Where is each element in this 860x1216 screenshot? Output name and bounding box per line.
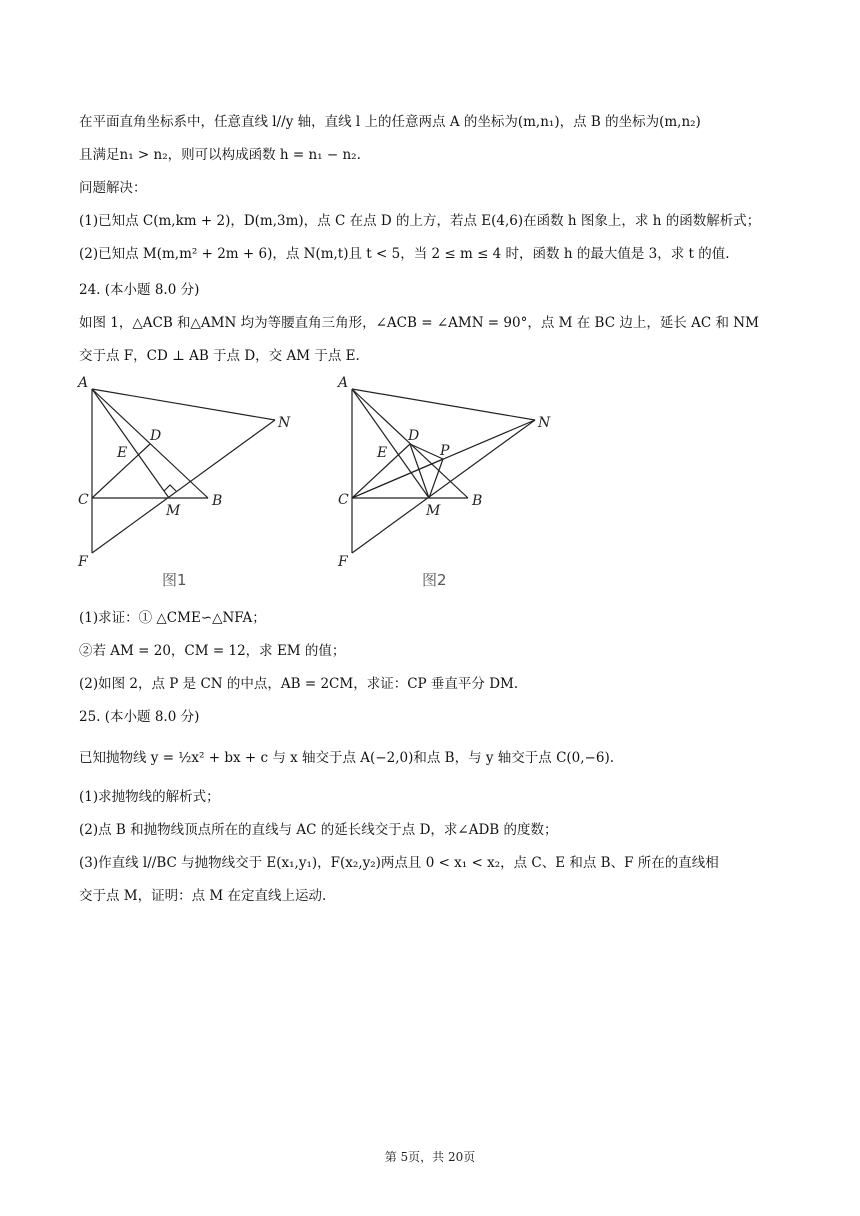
fig2-label-N: N xyxy=(538,415,551,431)
fig1-label-A: A xyxy=(78,375,89,391)
fig1-label-D: D xyxy=(150,428,162,444)
fig2-label-E: E xyxy=(377,445,388,461)
fig1-label-F: F xyxy=(78,554,88,570)
text-line-13: 已知抛物线 y = ½x² + bx + c 与 x 轴交于点 A(−2,0)和点 B，与 y 轴交于点 C(0,−6). xyxy=(79,750,615,766)
page-footer: 第 5页，共 20页 xyxy=(384,1150,476,1164)
question-25-header: 25. (本小题 8.0 分) xyxy=(79,709,200,725)
figure-2-caption: 图2 xyxy=(422,571,447,589)
text-line-15: (2)点 B 和抛物线顶点所在的直线与 AC 的延长线交于点 D，求∠ADB 的度数； xyxy=(79,822,558,838)
question-24-header: 24. (本小题 8.0 分) xyxy=(79,282,200,298)
text-line-3: 问题解决： xyxy=(79,180,147,196)
text-line-10: ②若 AM = 20，CM = 12，求 EM 的值； xyxy=(79,643,346,659)
fig2-label-A: A xyxy=(338,375,349,391)
text-line-11: (2)如图 2，点 P 是 CN 的中点，AB = 2CM，求证：CP 垂直平分 DM. xyxy=(79,676,519,692)
fig2-label-M: M xyxy=(426,503,441,519)
text-line-16: (3)作直线 l//BC 与抛物线交于 E(x₁,y₁)，F(x₂,y₂)两点且 0 < x₁ < x₂，点 C、E 和点 B、F 所在的直线相 xyxy=(79,855,719,871)
fig1-label-N: N xyxy=(278,415,291,431)
figure-1-caption: 图1 xyxy=(162,571,187,589)
fig1-label-B: B xyxy=(212,493,223,509)
fig1-label-E: E xyxy=(117,445,128,461)
figure-2 xyxy=(330,375,570,595)
fig2-label-B: B xyxy=(472,493,483,509)
text-line-2: 且满足n₁ > n₂，则可以构成函数 h = n₁ − n₂. xyxy=(79,147,361,163)
text-line-7: 如图 1，△ACB 和△AMN 均为等腰直角三角形，∠ACB = ∠AMN = 90°，点 M 在 BC 边上，延长 AC 和 NM xyxy=(79,315,759,331)
text-line-1: 在平面直角坐标系中，任意直线 l//y 轴，直线 l 上的任意两点 A 的坐标为(m,n₁)，点 B 的坐标为(m,n₂) xyxy=(79,114,701,130)
figure-1 xyxy=(70,375,310,595)
text-line-4: (1)已知点 C(m,km + 2)，D(m,3m)，点 C 在点 D 的上方，若点 E(4,6)在函数 h 图象上，求 h 的函数解析式； xyxy=(79,213,761,229)
text-line-17: 交于点 M，证明：点 M 在定直线上运动. xyxy=(79,888,327,904)
text-line-14: (1)求抛物线的解析式； xyxy=(79,789,220,805)
fig1-label-M: M xyxy=(166,503,181,519)
text-line-5: (2)已知点 M(m,m² + 2m + 6)，点 N(m,t)且 t < 5，当 2 ≤ m ≤ 4 时，函数 h 的最大值是 3，求 t 的值. xyxy=(79,246,730,262)
fig2-label-P: P xyxy=(440,443,450,459)
fig2-label-C: C xyxy=(338,492,349,508)
fig2-label-D: D xyxy=(408,428,420,444)
fig1-label-C: C xyxy=(78,492,89,508)
fig2-label-F: F xyxy=(338,554,348,570)
text-line-8: 交于点 F，CD ⊥ AB 于点 D，交 AM 于点 E. xyxy=(79,348,360,364)
text-line-9: (1)求证：① △CME∽△NFA； xyxy=(79,610,266,626)
